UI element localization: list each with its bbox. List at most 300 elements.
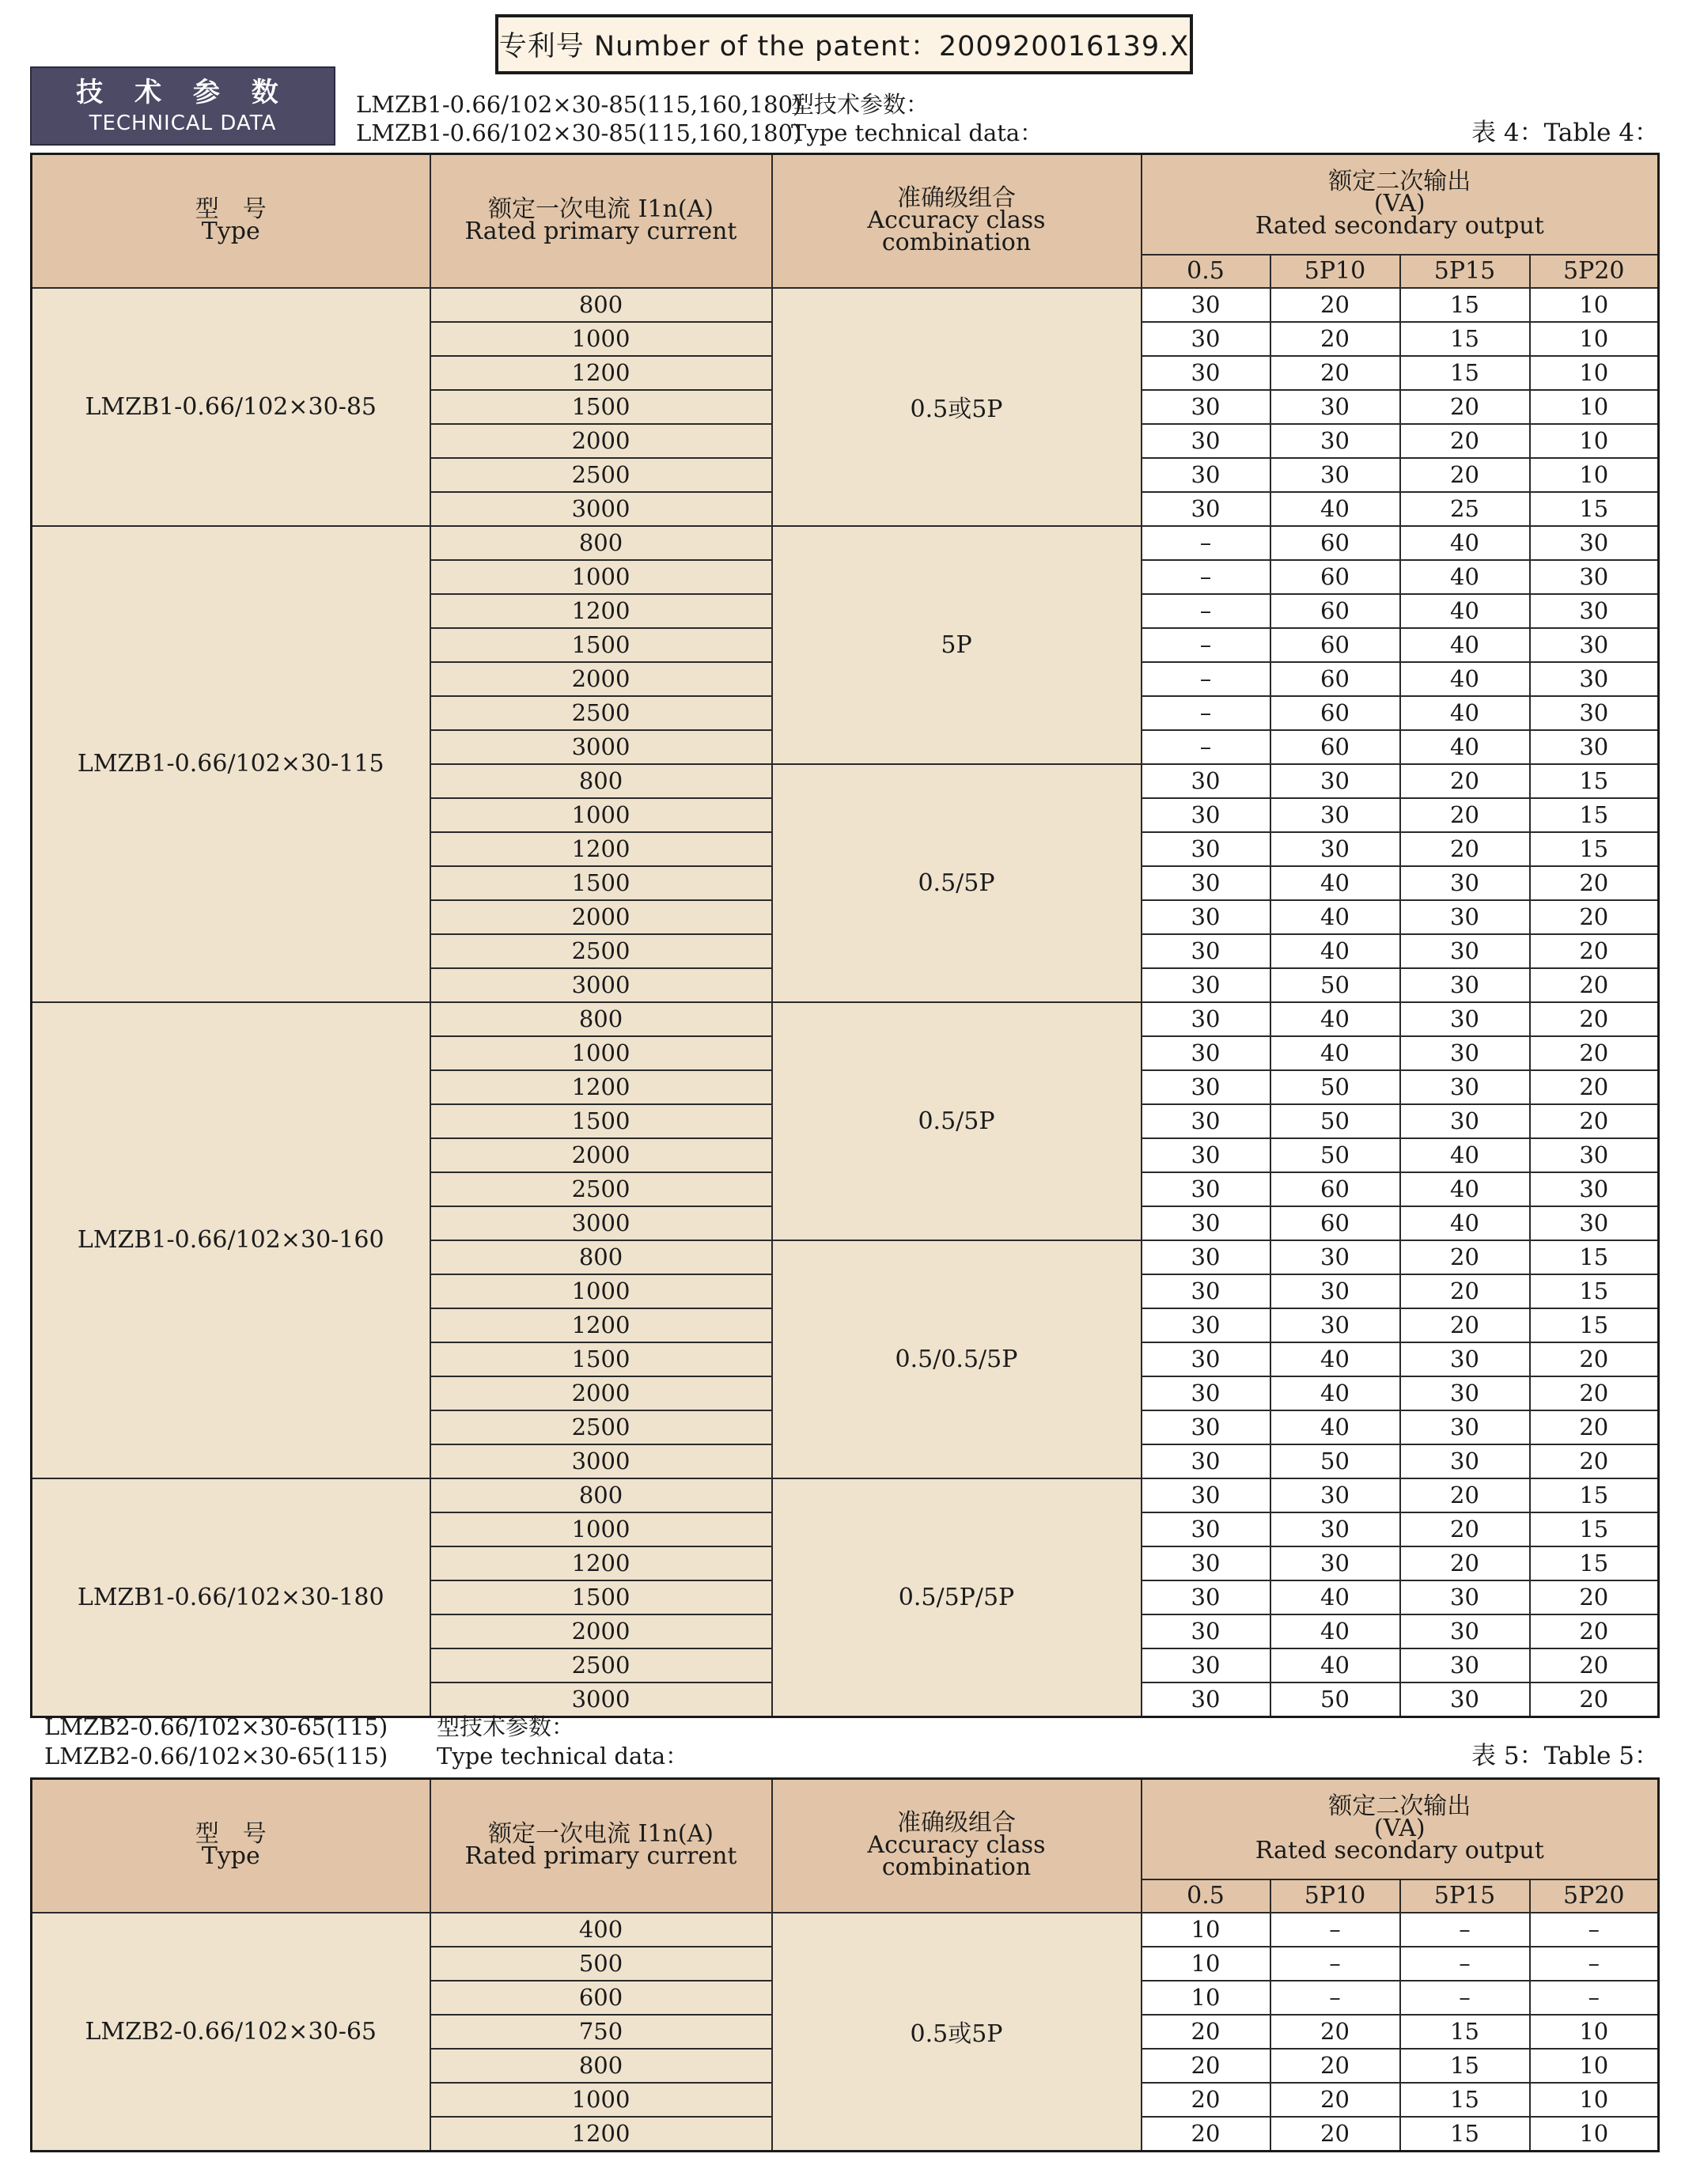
output-0-5-cell: 30 (1142, 1580, 1270, 1614)
output-5p10-cell: 60 (1270, 594, 1400, 628)
table5-body (32, 1913, 1659, 2152)
output-0-5-cell: 30 (1142, 934, 1270, 968)
output-0-5-cell: 10 (1142, 1981, 1270, 2015)
type-cell: LMZB1-0.66/102×30-180 (32, 1478, 430, 1717)
output-5p15-cell: 20 (1400, 1308, 1530, 1342)
accuracy-class-cell: 5P (772, 526, 1142, 764)
output-0-5-cell: – (1142, 526, 1270, 560)
section2-model-line2: LMZB2-0.66/102×30-65(115) (44, 1743, 388, 1770)
output-5p15-cell: 40 (1400, 526, 1530, 560)
section1-caption-cn: 型技术参数： (791, 91, 930, 118)
primary-current-cell: 400 (430, 1913, 772, 1947)
output-5p15-cell: – (1400, 1913, 1530, 1947)
section1-model-line2: LMZB1-0.66/102×30-85(115,160,180) (356, 119, 802, 146)
primary-current-cell: 800 (430, 1478, 772, 1512)
technical-data-badge (30, 66, 335, 146)
primary-current-cell: 1000 (430, 1274, 772, 1308)
table4-body (32, 288, 1659, 1717)
header-col-5p10: 5P10 (1270, 255, 1400, 288)
output-5p20-cell: 20 (1530, 934, 1659, 968)
primary-current-cell: 500 (430, 1947, 772, 1981)
primary-current-cell: 800 (430, 1240, 772, 1274)
output-0-5-cell: 30 (1142, 1410, 1270, 1444)
output-5p20-cell: 15 (1530, 764, 1659, 798)
output-0-5-cell: 30 (1142, 1376, 1270, 1410)
output-5p15-cell: 15 (1400, 2015, 1530, 2049)
output-0-5-cell: 10 (1142, 1913, 1270, 1947)
output-5p10-cell: 40 (1270, 1648, 1400, 1682)
primary-current-cell: 800 (430, 288, 772, 322)
primary-current-cell: 3000 (430, 1206, 772, 1240)
output-5p20-cell: 20 (1530, 1376, 1659, 1410)
patent-number-box (495, 14, 1193, 74)
output-5p20-cell: 10 (1530, 2049, 1659, 2083)
output-5p15-cell: 20 (1400, 798, 1530, 832)
output-5p10-cell: 50 (1270, 1138, 1400, 1172)
output-0-5-cell: 30 (1142, 1682, 1270, 1717)
output-5p20-cell: 10 (1530, 424, 1659, 458)
header-accuracy-cn: 准确级组合 (897, 1809, 1016, 1838)
type-cell: LMZB1-0.66/102×30-160 (32, 1002, 430, 1478)
header-current-cn: 额定一次电流 I1n(A) (488, 1820, 714, 1849)
output-5p20-cell: 20 (1530, 866, 1659, 900)
output-5p20-cell: 10 (1530, 2083, 1659, 2117)
output-5p15-cell: 30 (1400, 934, 1530, 968)
output-0-5-cell: 20 (1142, 2049, 1270, 2083)
output-5p10-cell: 30 (1270, 1240, 1400, 1274)
output-5p15-cell: 15 (1400, 2117, 1530, 2152)
output-0-5-cell: 30 (1142, 288, 1270, 322)
output-0-5-cell: 30 (1142, 968, 1270, 1002)
output-0-5-cell: 30 (1142, 1036, 1270, 1070)
primary-current-cell: 2500 (430, 696, 772, 730)
output-5p15-cell: 40 (1400, 560, 1530, 594)
output-5p15-cell: 30 (1400, 1410, 1530, 1444)
header-accuracy-en1: Accuracy class (867, 1831, 1046, 1860)
output-5p10-cell: 60 (1270, 1172, 1400, 1206)
output-5p15-cell: 30 (1400, 1002, 1530, 1036)
output-5p15-cell: 30 (1400, 1580, 1530, 1614)
output-5p15-cell: 30 (1400, 1036, 1530, 1070)
output-5p10-cell: 20 (1270, 2015, 1400, 2049)
output-0-5-cell: 20 (1142, 2083, 1270, 2117)
output-0-5-cell: 20 (1142, 2117, 1270, 2152)
header-type (32, 154, 430, 288)
table-5 (30, 1777, 1660, 2152)
output-5p20-cell: 15 (1530, 1478, 1659, 1512)
header-accuracy-en2: combination (881, 1853, 1032, 1882)
output-0-5-cell: 30 (1142, 1512, 1270, 1546)
output-5p10-cell: 60 (1270, 1206, 1400, 1240)
header-col-0-5: 0.5 (1142, 255, 1270, 288)
header-col-5p10: 5P10 (1270, 1879, 1400, 1913)
primary-current-cell: 1200 (430, 356, 772, 390)
output-5p15-cell: 40 (1400, 662, 1530, 696)
output-0-5-cell: 30 (1142, 1138, 1270, 1172)
output-5p20-cell: 15 (1530, 832, 1659, 866)
type-cell: LMZB2-0.66/102×30-65 (32, 1913, 430, 2152)
header-accuracy (772, 154, 1142, 288)
output-0-5-cell: 30 (1142, 1070, 1270, 1104)
output-5p20-cell: 20 (1530, 1444, 1659, 1478)
output-5p10-cell: 40 (1270, 1410, 1400, 1444)
output-5p15-cell: 20 (1400, 832, 1530, 866)
patent-number-text: 专利号 Number of the patent：200920016139.X (498, 31, 1190, 62)
header-current-en: Rated primary current (464, 1842, 737, 1871)
output-5p20-cell: 10 (1530, 2117, 1659, 2152)
table4-label: 表 4：Table 4： (1471, 119, 1660, 147)
primary-current-cell: 3000 (430, 968, 772, 1002)
primary-current-cell: 1200 (430, 832, 772, 866)
output-5p20-cell: 15 (1530, 1308, 1659, 1342)
section2-model-line1: LMZB2-0.66/102×30-65(115) (44, 1713, 388, 1740)
output-0-5-cell: 30 (1142, 1546, 1270, 1580)
primary-current-cell: 1200 (430, 594, 772, 628)
output-5p15-cell: 25 (1400, 492, 1530, 526)
output-5p15-cell: 20 (1400, 458, 1530, 492)
primary-current-cell: 3000 (430, 730, 772, 764)
section1-model-line1: LMZB1-0.66/102×30-85(115,160,180) (356, 91, 802, 118)
badge-title-en: TECHNICAL DATA (89, 112, 277, 135)
output-5p15-cell: 15 (1400, 288, 1530, 322)
primary-current-cell: 1000 (430, 798, 772, 832)
output-5p20-cell: 10 (1530, 356, 1659, 390)
output-5p10-cell: 30 (1270, 798, 1400, 832)
header-col-5p15: 5P15 (1400, 255, 1530, 288)
output-5p15-cell: 40 (1400, 594, 1530, 628)
output-5p15-cell: 20 (1400, 1240, 1530, 1274)
primary-current-cell: 1000 (430, 1036, 772, 1070)
output-0-5-cell: 30 (1142, 1206, 1270, 1240)
accuracy-class-cell: 0.5/5P (772, 764, 1142, 1002)
output-5p10-cell: 20 (1270, 2083, 1400, 2117)
primary-current-cell: 2500 (430, 458, 772, 492)
primary-current-cell: 1200 (430, 1546, 772, 1580)
output-5p10-cell: 30 (1270, 1308, 1400, 1342)
output-0-5-cell: – (1142, 594, 1270, 628)
header-accuracy (772, 1779, 1142, 1913)
output-0-5-cell: 30 (1142, 1342, 1270, 1376)
table-row (32, 288, 1659, 322)
output-5p20-cell: 15 (1530, 1546, 1659, 1580)
output-0-5-cell: – (1142, 560, 1270, 594)
output-5p15-cell: 20 (1400, 390, 1530, 424)
output-5p20-cell: 30 (1530, 560, 1659, 594)
output-5p10-cell: 20 (1270, 2049, 1400, 2083)
output-0-5-cell: 20 (1142, 2015, 1270, 2049)
header-type (32, 1779, 430, 1913)
header-current-cn: 额定一次电流 I1n(A) (488, 195, 714, 224)
output-0-5-cell: 30 (1142, 764, 1270, 798)
output-5p20-cell: 30 (1530, 594, 1659, 628)
output-5p15-cell: 40 (1400, 1138, 1530, 1172)
output-5p15-cell: 30 (1400, 1614, 1530, 1648)
output-5p10-cell: 50 (1270, 968, 1400, 1002)
primary-current-cell: 2000 (430, 1138, 772, 1172)
primary-current-cell: 1500 (430, 1580, 772, 1614)
output-5p20-cell: 20 (1530, 968, 1659, 1002)
output-5p10-cell: 30 (1270, 458, 1400, 492)
output-0-5-cell: 30 (1142, 1648, 1270, 1682)
output-5p10-cell: 60 (1270, 560, 1400, 594)
header-col-5p20: 5P20 (1530, 1879, 1659, 1913)
output-0-5-cell: 30 (1142, 1614, 1270, 1648)
output-5p10-cell: 40 (1270, 1376, 1400, 1410)
output-0-5-cell: 30 (1142, 1104, 1270, 1138)
header-accuracy-en2: combination (881, 229, 1032, 257)
header-col-5p15: 5P15 (1400, 1879, 1530, 1913)
output-5p10-cell: 40 (1270, 492, 1400, 526)
header-col-0-5: 0.5 (1142, 1879, 1270, 1913)
output-5p20-cell: 20 (1530, 900, 1659, 934)
primary-current-cell: 800 (430, 1002, 772, 1036)
output-5p10-cell: 60 (1270, 526, 1400, 560)
primary-current-cell: 2500 (430, 1648, 772, 1682)
output-5p10-cell: 60 (1270, 730, 1400, 764)
output-5p10-cell: 30 (1270, 1546, 1400, 1580)
output-5p10-cell: 40 (1270, 1342, 1400, 1376)
accuracy-class-cell: 0.5/5P (772, 1002, 1142, 1240)
output-5p15-cell: 30 (1400, 1104, 1530, 1138)
output-5p10-cell: – (1270, 1947, 1400, 1981)
output-5p10-cell: 60 (1270, 628, 1400, 662)
output-5p10-cell: 30 (1270, 1274, 1400, 1308)
output-5p20-cell: 15 (1530, 492, 1659, 526)
output-5p15-cell: 15 (1400, 322, 1530, 356)
table-row (32, 526, 1659, 560)
header-accuracy-en1: Accuracy class (867, 206, 1046, 235)
output-5p20-cell: 10 (1530, 322, 1659, 356)
output-0-5-cell: 30 (1142, 322, 1270, 356)
type-cell: LMZB1-0.66/102×30-85 (32, 288, 430, 526)
primary-current-cell: 1000 (430, 560, 772, 594)
output-5p10-cell: 30 (1270, 424, 1400, 458)
output-5p20-cell: 15 (1530, 1512, 1659, 1546)
output-5p10-cell: 40 (1270, 934, 1400, 968)
header-output-cn: 额定二次输出 (1328, 1792, 1471, 1821)
output-5p20-cell: 20 (1530, 1648, 1659, 1682)
output-5p15-cell: 30 (1400, 1648, 1530, 1682)
primary-current-cell: 2500 (430, 934, 772, 968)
output-0-5-cell: 30 (1142, 1478, 1270, 1512)
output-5p15-cell: 20 (1400, 424, 1530, 458)
output-5p10-cell: 40 (1270, 900, 1400, 934)
header-current-en: Rated primary current (464, 218, 737, 246)
output-5p20-cell: 20 (1530, 1104, 1659, 1138)
primary-current-cell: 1000 (430, 2083, 772, 2117)
output-5p15-cell: 15 (1400, 2083, 1530, 2117)
output-0-5-cell: 30 (1142, 1172, 1270, 1206)
output-5p10-cell: 50 (1270, 1682, 1400, 1717)
header-current (430, 154, 772, 288)
output-5p20-cell: 10 (1530, 2015, 1659, 2049)
header-col-5p20: 5P20 (1530, 255, 1659, 288)
output-5p15-cell: 30 (1400, 1376, 1530, 1410)
output-5p15-cell: 20 (1400, 1478, 1530, 1512)
output-0-5-cell: 30 (1142, 390, 1270, 424)
output-5p20-cell: 20 (1530, 1002, 1659, 1036)
output-5p15-cell: – (1400, 1947, 1530, 1981)
output-5p15-cell: 30 (1400, 866, 1530, 900)
output-0-5-cell: – (1142, 696, 1270, 730)
output-5p20-cell: 15 (1530, 798, 1659, 832)
primary-current-cell: 800 (430, 2049, 772, 2083)
output-5p10-cell: 20 (1270, 2117, 1400, 2152)
accuracy-class-cell: 0.5或5P (772, 1913, 1142, 2152)
header-accuracy-cn: 准确级组合 (897, 184, 1016, 213)
output-5p20-cell: 30 (1530, 628, 1659, 662)
header-output-unit: (VA) (1373, 1815, 1426, 1843)
output-5p20-cell: 15 (1530, 1240, 1659, 1274)
output-0-5-cell: 30 (1142, 1308, 1270, 1342)
primary-current-cell: 3000 (430, 1444, 772, 1478)
primary-current-cell: 2000 (430, 1376, 772, 1410)
primary-current-cell: 600 (430, 1981, 772, 2015)
output-5p20-cell: 30 (1530, 696, 1659, 730)
output-0-5-cell: 30 (1142, 1002, 1270, 1036)
primary-current-cell: 1500 (430, 390, 772, 424)
output-5p15-cell: 30 (1400, 968, 1530, 1002)
header-type-en: Type (201, 218, 260, 246)
header-output-en: Rated secondary output (1255, 1837, 1544, 1865)
primary-current-cell: 2500 (430, 1172, 772, 1206)
output-5p20-cell: 30 (1530, 1206, 1659, 1240)
section2-caption-cn: 型技术参数： (437, 1713, 575, 1740)
output-5p15-cell: 20 (1400, 1512, 1530, 1546)
header-output-en: Rated secondary output (1255, 212, 1544, 240)
output-5p20-cell: – (1530, 1913, 1659, 1947)
output-5p10-cell: 60 (1270, 662, 1400, 696)
output-5p10-cell: 50 (1270, 1104, 1400, 1138)
primary-current-cell: 1500 (430, 866, 772, 900)
output-5p20-cell: – (1530, 1947, 1659, 1981)
primary-current-cell: 3000 (430, 1682, 772, 1717)
output-5p20-cell: 20 (1530, 1580, 1659, 1614)
output-5p10-cell: – (1270, 1981, 1400, 2015)
output-5p10-cell: 50 (1270, 1070, 1400, 1104)
output-5p20-cell: 20 (1530, 1342, 1659, 1376)
output-5p10-cell: 30 (1270, 390, 1400, 424)
table-row (32, 1478, 1659, 1512)
output-0-5-cell: 30 (1142, 900, 1270, 934)
primary-current-cell: 2000 (430, 424, 772, 458)
output-5p10-cell: 40 (1270, 1002, 1400, 1036)
output-5p15-cell: 40 (1400, 1172, 1530, 1206)
primary-current-cell: 1200 (430, 1308, 772, 1342)
output-5p20-cell: 30 (1530, 526, 1659, 560)
accuracy-class-cell: 0.5/0.5/5P (772, 1240, 1142, 1478)
output-5p20-cell: 10 (1530, 458, 1659, 492)
primary-current-cell: 750 (430, 2015, 772, 2049)
output-5p15-cell: – (1400, 1981, 1530, 2015)
output-5p15-cell: 40 (1400, 1206, 1530, 1240)
primary-current-cell: 2000 (430, 900, 772, 934)
accuracy-class-cell: 0.5/5P/5P (772, 1478, 1142, 1717)
output-5p20-cell: 20 (1530, 1036, 1659, 1070)
output-5p10-cell: 30 (1270, 1478, 1400, 1512)
output-5p15-cell: 40 (1400, 628, 1530, 662)
primary-current-cell: 800 (430, 526, 772, 560)
table-row (32, 1913, 1659, 1947)
output-0-5-cell: 30 (1142, 1444, 1270, 1478)
header-type-cn: 型 号 (195, 1820, 267, 1849)
table-row (32, 1002, 1659, 1036)
output-5p20-cell: 30 (1530, 730, 1659, 764)
output-5p15-cell: 30 (1400, 1070, 1530, 1104)
header-output (1142, 1779, 1659, 1879)
section2-caption-en: Type technical data： (437, 1743, 689, 1770)
output-5p15-cell: 15 (1400, 2049, 1530, 2083)
output-0-5-cell: 30 (1142, 492, 1270, 526)
output-5p10-cell: 30 (1270, 764, 1400, 798)
output-5p10-cell: 20 (1270, 322, 1400, 356)
primary-current-cell: 1000 (430, 1512, 772, 1546)
output-5p20-cell: 15 (1530, 1274, 1659, 1308)
header-type-cn: 型 号 (195, 195, 267, 224)
output-5p20-cell: 10 (1530, 288, 1659, 322)
output-5p20-cell: – (1530, 1981, 1659, 2015)
output-5p10-cell: 40 (1270, 1580, 1400, 1614)
output-0-5-cell: 30 (1142, 1274, 1270, 1308)
output-5p20-cell: 10 (1530, 390, 1659, 424)
primary-current-cell: 800 (430, 764, 772, 798)
output-5p15-cell: 40 (1400, 730, 1530, 764)
primary-current-cell: 1200 (430, 1070, 772, 1104)
output-5p20-cell: 20 (1530, 1070, 1659, 1104)
type-cell: LMZB1-0.66/102×30-115 (32, 526, 430, 1002)
output-5p10-cell: 40 (1270, 1614, 1400, 1648)
output-5p15-cell: 15 (1400, 356, 1530, 390)
header-current (430, 1779, 772, 1913)
output-0-5-cell: 30 (1142, 1240, 1270, 1274)
primary-current-cell: 2000 (430, 662, 772, 696)
output-0-5-cell: – (1142, 662, 1270, 696)
output-5p20-cell: 30 (1530, 1172, 1659, 1206)
primary-current-cell: 2500 (430, 1410, 772, 1444)
section1-caption-en: Type technical data： (791, 119, 1043, 146)
badge-title-cn: 技 术 参 数 (76, 77, 290, 108)
primary-current-cell: 1000 (430, 322, 772, 356)
output-0-5-cell: – (1142, 628, 1270, 662)
table5-label: 表 5：Table 5： (1471, 1742, 1660, 1770)
accuracy-class-cell: 0.5或5P (772, 288, 1142, 526)
header-output-unit: (VA) (1373, 190, 1426, 218)
output-5p15-cell: 20 (1400, 764, 1530, 798)
header-type-en: Type (201, 1842, 260, 1871)
output-5p10-cell: 60 (1270, 696, 1400, 730)
output-5p10-cell: 40 (1270, 866, 1400, 900)
output-5p20-cell: 20 (1530, 1614, 1659, 1648)
primary-current-cell: 1200 (430, 2117, 772, 2152)
primary-current-cell: 2000 (430, 1614, 772, 1648)
output-5p20-cell: 20 (1530, 1410, 1659, 1444)
header-output-cn: 额定二次输出 (1328, 168, 1471, 196)
primary-current-cell: 1500 (430, 628, 772, 662)
output-0-5-cell: 30 (1142, 798, 1270, 832)
output-5p20-cell: 30 (1530, 1138, 1659, 1172)
header-output (1142, 154, 1659, 255)
output-0-5-cell: 30 (1142, 866, 1270, 900)
output-0-5-cell: 10 (1142, 1947, 1270, 1981)
output-0-5-cell: 30 (1142, 356, 1270, 390)
output-5p15-cell: 20 (1400, 1274, 1530, 1308)
output-0-5-cell: 30 (1142, 424, 1270, 458)
primary-current-cell: 1500 (430, 1104, 772, 1138)
output-5p10-cell: 20 (1270, 356, 1400, 390)
primary-current-cell: 3000 (430, 492, 772, 526)
primary-current-cell: 1500 (430, 1342, 772, 1376)
output-5p10-cell: 50 (1270, 1444, 1400, 1478)
